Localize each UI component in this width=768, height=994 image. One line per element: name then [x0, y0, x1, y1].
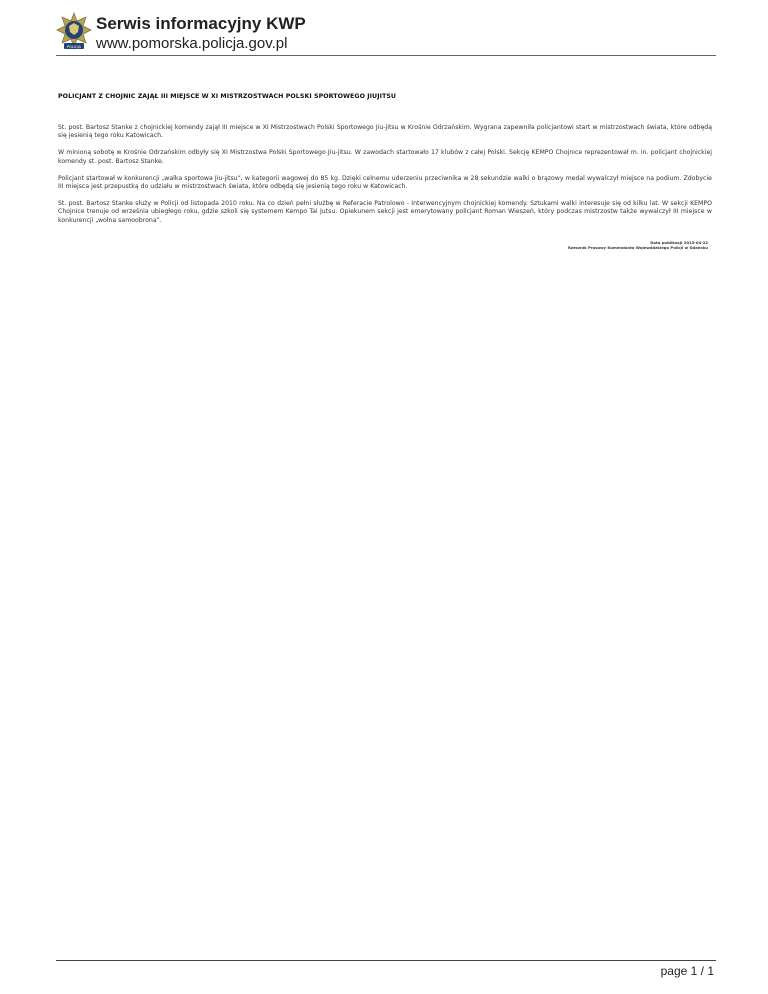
page-number: page 1 / 1 — [660, 964, 714, 978]
page-header — [56, 12, 716, 56]
article-title: POLICJANT Z CHOJNIC ZAJĄŁ III MIEJSCE W XI MISTRZOSTWACH POLSKI SPORTOWEGO JIUJITSU — [58, 93, 397, 100]
publication-date: Data publikacji 2013-04-22 — [650, 240, 708, 245]
article-paragraph: W minioną sobotę w Krośnie Odrzańskim odbyły się XI Mistrzostwa Polski Sportowego Jiu-jitsu. W zawodach startowało 17 klubów z całej Polski. Sekcję KEMPO Chojnice reprezentował m. in. policjant chojnickiej komendy st. post. Bartosz Stanke. — [58, 149, 712, 165]
article-meta — [568, 240, 708, 250]
site-url[interactable]: www.pomorska.policja.gov.pl — [96, 35, 288, 52]
footer-divider — [56, 960, 716, 961]
article-paragraph: St. post. Bartosz Stanke służy w Policji od listopada 2010 roku. Na co dzień pełni służbę w Referacie Patrolowo - Interwencyjnym chojnickiej komendy. Sztukami walki interesuje się od kilku lat. W sekcji KEMPO Chojnice trenuje od września ubiegłego roku, gdzie szkoli się systemem Kempo Tai Jutsu. Opiekunem sekcji jest emerytowany policjant Roman Wieszeń, który podczas mistrzostw także wywalczył III miejsce w konkurencji „wolna samoobrona”. — [58, 200, 712, 224]
site-title: Serwis informacyjny KWP — [96, 14, 306, 33]
article-body — [58, 124, 712, 234]
article-paragraph: Policjant startował w konkurencji „walka sportowa Jiu-jitsu”, w kategorii wagowej do 85 kg. Dzięki celnemu uderzeniu przeciwnika w 28 sekundzie walki o brązowy medal wywalczył miejsce na podium. Zdobycie III miejsca jest przepustką do udziału w mistrzostwach świata, które odbędą się jesienią tego roku w Katowicach. — [58, 174, 712, 191]
article-author: Rzecznik Prasowy Komendanta Wojewódzkiego Policji w Gdańsku — [567, 245, 708, 250]
article-paragraph: St. post. Bartosz Stanke z chojnickiej komendy zajął III miejsce w XI Mistrzostwach Polski Sportowego Jiu-jitsu w Krośnie Odrzańskim. Wygrana zapewniła policjantowi start w mistrzostwach świata, które odbędą się jesienią tego roku Katowicach. — [58, 124, 712, 140]
header-divider — [56, 55, 716, 56]
police-star-badge-icon — [56, 12, 92, 54]
badge-label: POLICJA — [66, 44, 82, 49]
